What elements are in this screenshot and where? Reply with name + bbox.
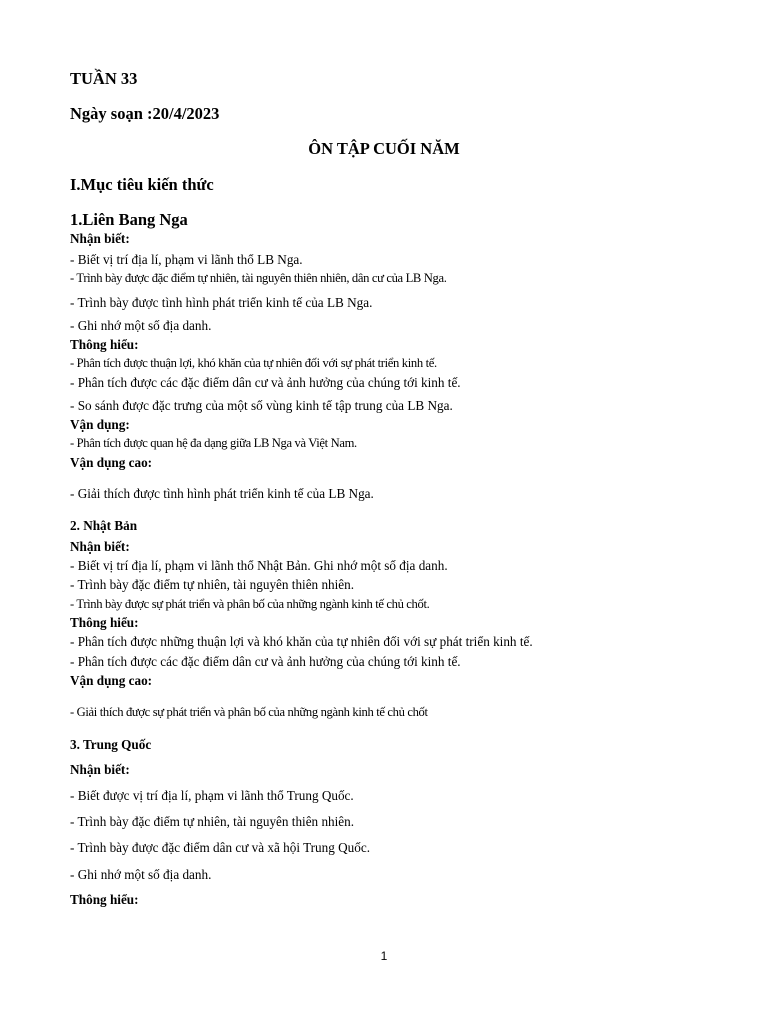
russia-vd-item: - Phân tích được quan hệ đa dạng giữa LB Nga và Việt Nam. bbox=[70, 436, 357, 450]
china-thong-hieu-label: Thông hiểu: bbox=[70, 892, 139, 907]
week-heading: TUẦN 33 bbox=[70, 69, 138, 88]
russia-nb-item: - Trình bày được đặc điểm tự nhiên, tài nguyên thiên nhiên, dân cư của LB Nga. bbox=[70, 271, 447, 285]
russia-thong-hieu-label: Thông hiểu: bbox=[70, 337, 139, 352]
russia-van-dung-label: Vận dụng: bbox=[70, 417, 130, 432]
russia-vdc-item: - Giải thích được tình hình phát triển kinh tế của LB Nga. bbox=[70, 486, 374, 501]
russia-th-item: - Phân tích được thuận lợi, khó khăn của tự nhiên đối với sự phát triển kinh tế. bbox=[70, 356, 437, 370]
china-nb-item: - Ghi nhớ một số địa danh. bbox=[70, 867, 212, 882]
page-number: 1 bbox=[380, 949, 388, 963]
china-nb-item: - Trình bày đặc điểm tự nhiên, tài nguyên thiên nhiên. bbox=[70, 814, 355, 829]
russia-nb-item: - Biết vị trí địa lí, phạm vi lãnh thổ LB Nga. bbox=[70, 252, 303, 267]
japan-nhan-biet-label: Nhận biết: bbox=[70, 539, 130, 554]
japan-van-dung-cao-label: Vận dụng cao: bbox=[70, 673, 153, 688]
japan-heading: 2. Nhật Bản bbox=[70, 518, 138, 533]
china-nhan-biet-label: Nhận biết: bbox=[70, 762, 130, 777]
japan-nb-item: - Trình bày được sự phát triển và phân bố của những ngành kinh tế chủ chốt. bbox=[70, 597, 430, 611]
china-nb-item: - Trình bày được đặc điểm dân cư và xã hội Trung Quốc. bbox=[70, 840, 371, 855]
page-title: ÔN TẬP CUỐI NĂM bbox=[308, 139, 460, 158]
russia-nb-item: - Ghi nhớ một số địa danh. bbox=[70, 318, 212, 333]
japan-nb-item: - Biết vị trí địa lí, phạm vi lãnh thổ Nhật Bản. Ghi nhớ một số địa danh. bbox=[70, 558, 448, 573]
russia-th-item: - Phân tích được các đặc điểm dân cư và ảnh hưởng của chúng tới kinh tế. bbox=[70, 375, 461, 390]
japan-thong-hieu-label: Thông hiểu: bbox=[70, 615, 139, 630]
russia-van-dung-cao-label: Vận dụng cao: bbox=[70, 455, 153, 470]
section-heading: I.Mục tiêu kiến thức bbox=[70, 175, 214, 194]
china-nb-item: - Biết được vị trí địa lí, phạm vi lãnh thổ Trung Quốc. bbox=[70, 788, 354, 803]
japan-th-item: - Phân tích được những thuận lợi và khó khăn của tự nhiên đối với sự phát triển kinh tế. bbox=[70, 634, 533, 649]
russia-nb-item: - Trình bày được tình hình phát triển kinh tế của LB Nga. bbox=[70, 295, 373, 310]
japan-th-item: - Phân tích được các đặc điểm dân cư và ảnh hưởng của chúng tới kinh tế. bbox=[70, 654, 461, 669]
russia-nhan-biet-label: Nhận biết: bbox=[70, 231, 130, 246]
date-line: Ngày soạn :20/4/2023 bbox=[70, 104, 220, 123]
japan-vdc-item: - Giải thích được sự phát triển và phân bố của những ngành kinh tế chủ chốt bbox=[70, 705, 428, 719]
russia-heading: 1.Liên Bang Nga bbox=[70, 210, 188, 229]
russia-th-item: - So sánh được đặc trưng của một số vùng kinh tế tập trung của LB Nga. bbox=[70, 398, 453, 413]
china-heading: 3. Trung Quốc bbox=[70, 737, 152, 752]
japan-nb-item: - Trình bày đặc điểm tự nhiên, tài nguyên thiên nhiên. bbox=[70, 577, 355, 592]
